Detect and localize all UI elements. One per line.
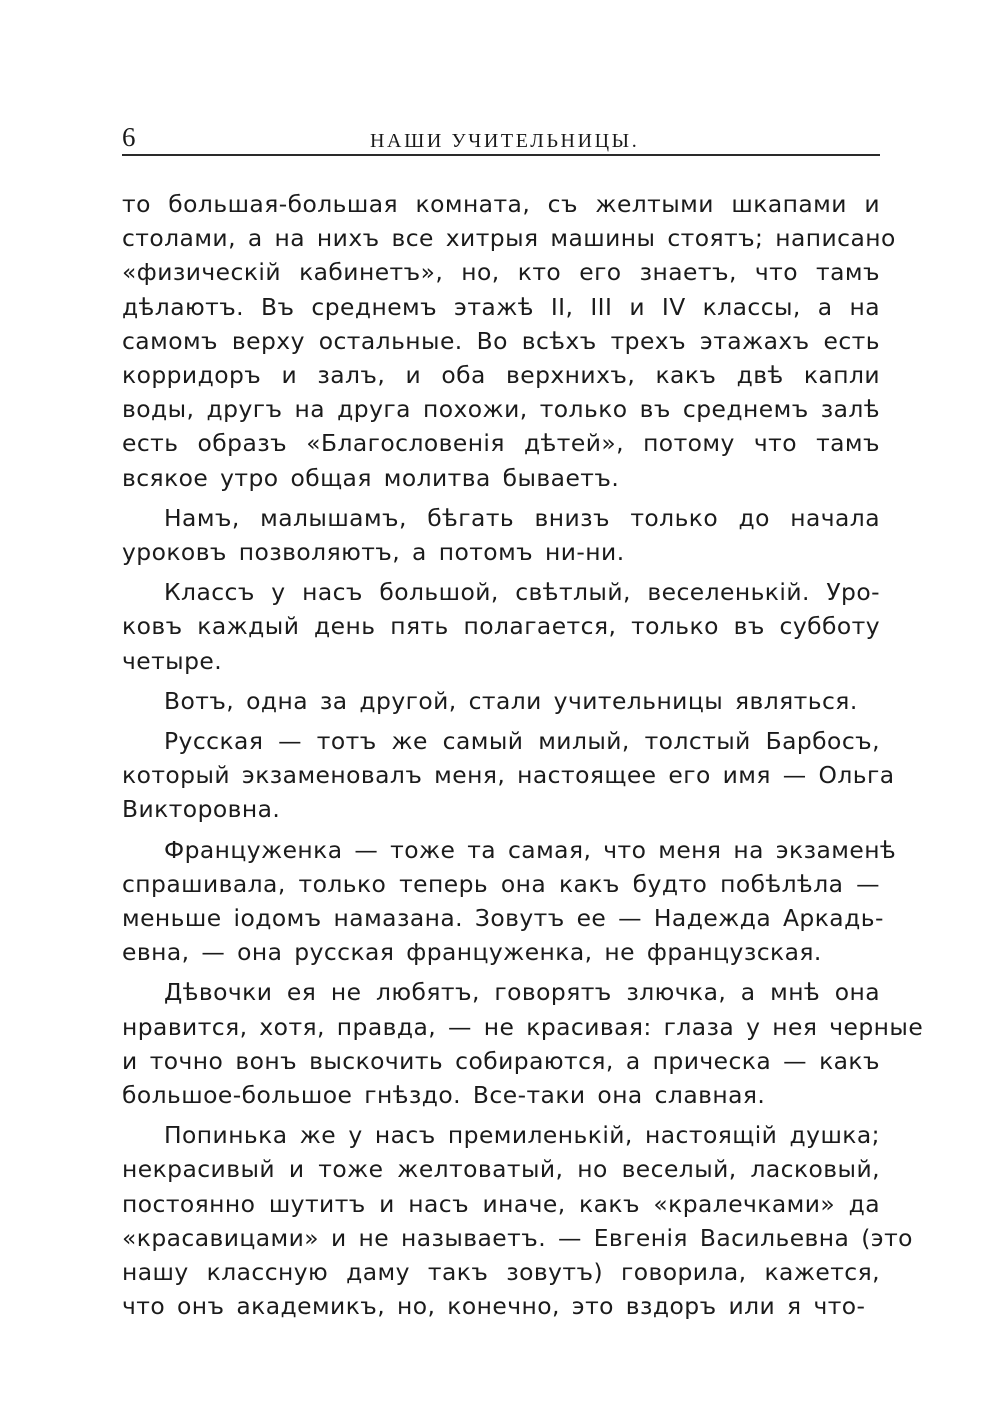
text-line: ковъ каждый день пять полагается, только въ субботу: [122, 612, 880, 641]
paragraph: [122, 501, 880, 569]
text-line: Русская — тотъ же самый милый, толстый Барбосъ,: [164, 727, 880, 756]
text-line: самомъ верху остальные. Во всѣхъ трехъ этажахъ есть: [122, 326, 880, 355]
page-header: [122, 118, 880, 158]
page-number: 6: [122, 122, 136, 152]
text-line: спрашивала, только теперь она какъ будто побѣлѣла —: [122, 869, 880, 898]
text-line: Викторовна.: [122, 795, 281, 824]
text-line: Попинька же у насъ премиленькій, настоящій душка;: [164, 1121, 880, 1150]
running-title: НАШИ УЧИТЕЛЬНИЦЫ.: [370, 130, 640, 152]
paragraph: [122, 833, 897, 970]
text-line: уроковъ позволяютъ, а потомъ ни-ни.: [122, 538, 625, 567]
paragraph: [122, 724, 895, 827]
text-line: то большая-большая комната, съ желтыми шкапами и: [122, 190, 880, 218]
text-line: некрасивый и тоже желтоватый, но веселый, ласковый,: [122, 1155, 880, 1184]
text-line: «физическій кабинетъ», но, кто его знаетъ, что тамъ: [122, 258, 880, 287]
body-text: [122, 187, 924, 1330]
text-line: корридоръ и залъ, и оба верхнихъ, какъ двѣ капли: [122, 361, 880, 390]
paragraph: [122, 684, 880, 718]
text-line: Вотъ, одна за другой, стали учительницы являться.: [164, 686, 858, 715]
text-line: большое-большое гнѣздо. Все-таки она славная.: [122, 1081, 766, 1110]
text-line: нравится, хотя, правда, — не красивая: глаза у нея черные: [122, 1012, 924, 1041]
text-line: Классъ у насъ большой, свѣтлый, веселенькій. Уро-: [164, 578, 880, 607]
paragraph: [122, 187, 896, 495]
text-line: что онъ академикъ, но, конечно, это вздоръ или я что-: [122, 1292, 866, 1321]
text-line: «красавицами» и не называетъ. — Евгенія Васильевна (это: [122, 1223, 913, 1252]
text-line: меньше іодомъ намазана. Зовутъ ее — Надежда Аркадь-: [122, 904, 884, 933]
paragraph: [122, 575, 880, 678]
text-line: который экзаменовалъ меня, настоящее его имя — Ольга: [122, 761, 895, 790]
text-line: воды, другъ на друга похожи, только въ среднемъ залѣ: [122, 395, 880, 424]
text-line: и точно вонъ выскочить собираются, а прическа — какъ: [122, 1046, 880, 1075]
text-line: Намъ, малышамъ, бѣгать внизъ только до начала: [164, 503, 880, 532]
paragraph: [122, 1118, 913, 1323]
text-line: дѣлаютъ. Въ среднемъ этажѣ II, III и IV классы, а на: [122, 292, 880, 321]
text-line: Француженка — тоже та самая, что меня на экзаменѣ: [164, 835, 897, 864]
text-line: есть образъ «Благословенія дѣтей», потому что тамъ: [122, 429, 880, 458]
text-line: нашу классную даму такъ зовутъ) говорила, кажется,: [122, 1258, 880, 1287]
header-rule: [122, 154, 880, 156]
text-line: постоянно шутитъ и насъ иначе, какъ «кралечками» да: [122, 1189, 880, 1218]
paragraph: [122, 975, 924, 1112]
text-line: евна, — она русская француженка, не французская.: [122, 938, 822, 967]
text-line: четыре.: [122, 646, 223, 675]
text-line: Дѣвочки ея не любятъ, говорятъ злючка, а мнѣ она: [164, 978, 880, 1007]
text-line: всякое утро общая молитва бываетъ.: [122, 463, 620, 492]
text-line: столами, а на нихъ все хитрыя машины стоятъ; написано: [122, 224, 896, 253]
